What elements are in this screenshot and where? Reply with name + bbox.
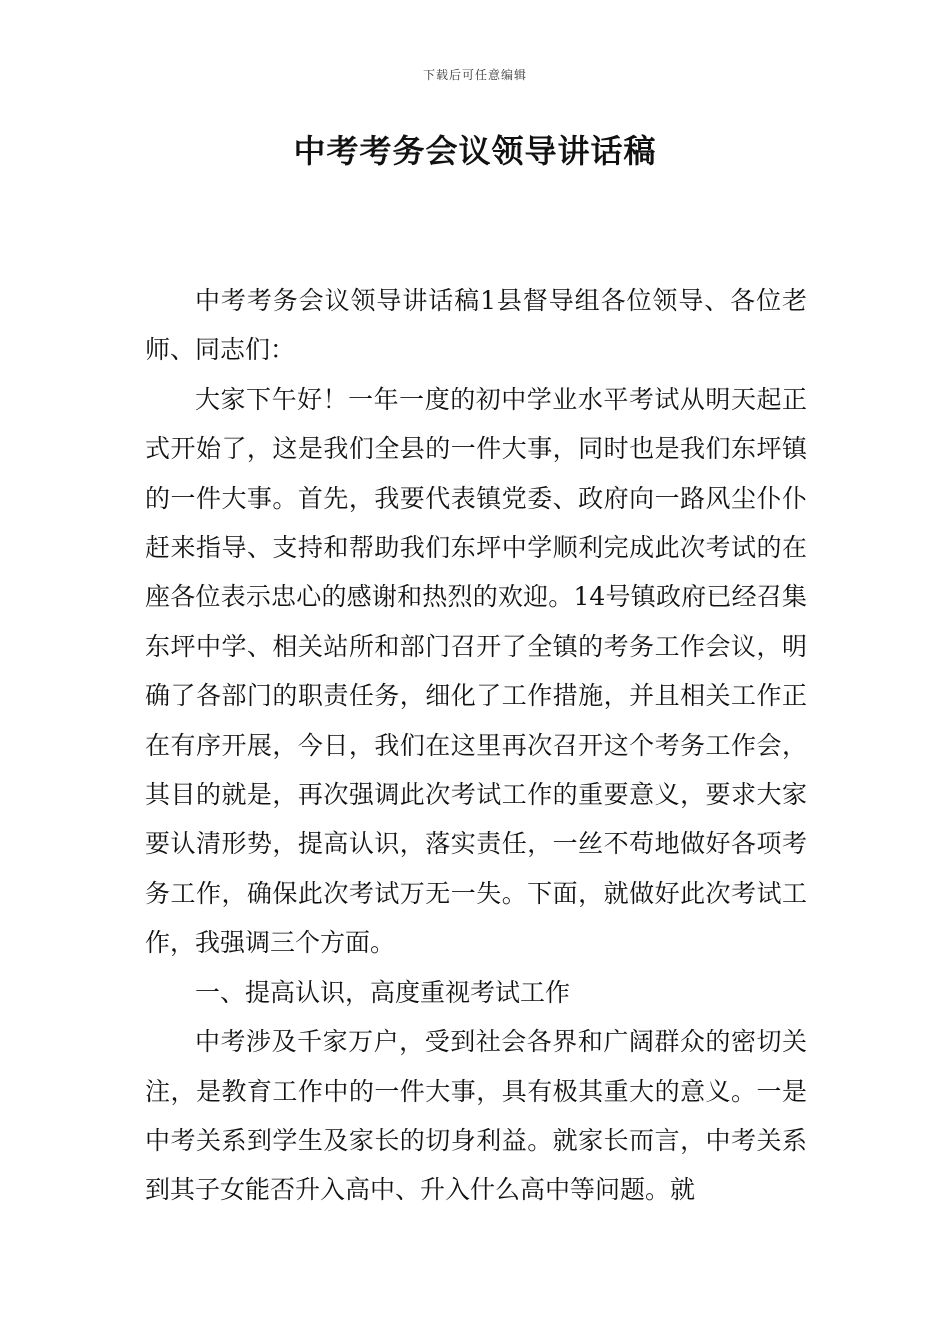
paragraph-section-1: 中考涉及千家万户，受到社会各界和广阔群众的密切关注，是教育工作中的一件大事，具有极其重大的意义。一是中考关系到学生及家长的切身利益。就家长而言，中考关系到其子女能否升入高中、升入什么高中等问题。就 — [145, 1027, 807, 1205]
paragraph-opening: 大家下午好！一年一度的初中学业水平考试从明天起正式开始了，这是我们全县的一件大事，同时也是我们东坪镇的一件大事。首先，我要代表镇党委、政府向一路风尘仆仆赶来指导、支持和帮助我们东坪中学顺利完成此次考试的在座各位表示忠心的感谢和热烈的欢迎。14号镇政府已经召集东坪中学、相关站所和部门召开了全镇的考务工作会议，明确了各部门的职责任务，细化了工作措施，并且相关工作正在有序开展，今日，我们在这里再次召开这个考务工作会，其目的就是，再次强调此次考试工作的重要意义，要求大家要认清形势，提高认识，落实责任，一丝不苟地做好各项考务工作，确保此次考试万无一失。下面，就做好此次考试工作，我强调三个方面。 — [145, 384, 807, 958]
paragraph-greeting: 中考考务会议领导讲话稿1县督导组各位领导、各位老师、同志们： — [145, 286, 807, 365]
document-body — [145, 276, 807, 1215]
section-heading-1: 一、提高认识，高度重视考试工作 — [195, 977, 571, 1007]
document-title: 中考考务会议领导讲话稿 — [293, 132, 657, 170]
header-note: 下载后可任意编辑 — [422, 68, 527, 82]
